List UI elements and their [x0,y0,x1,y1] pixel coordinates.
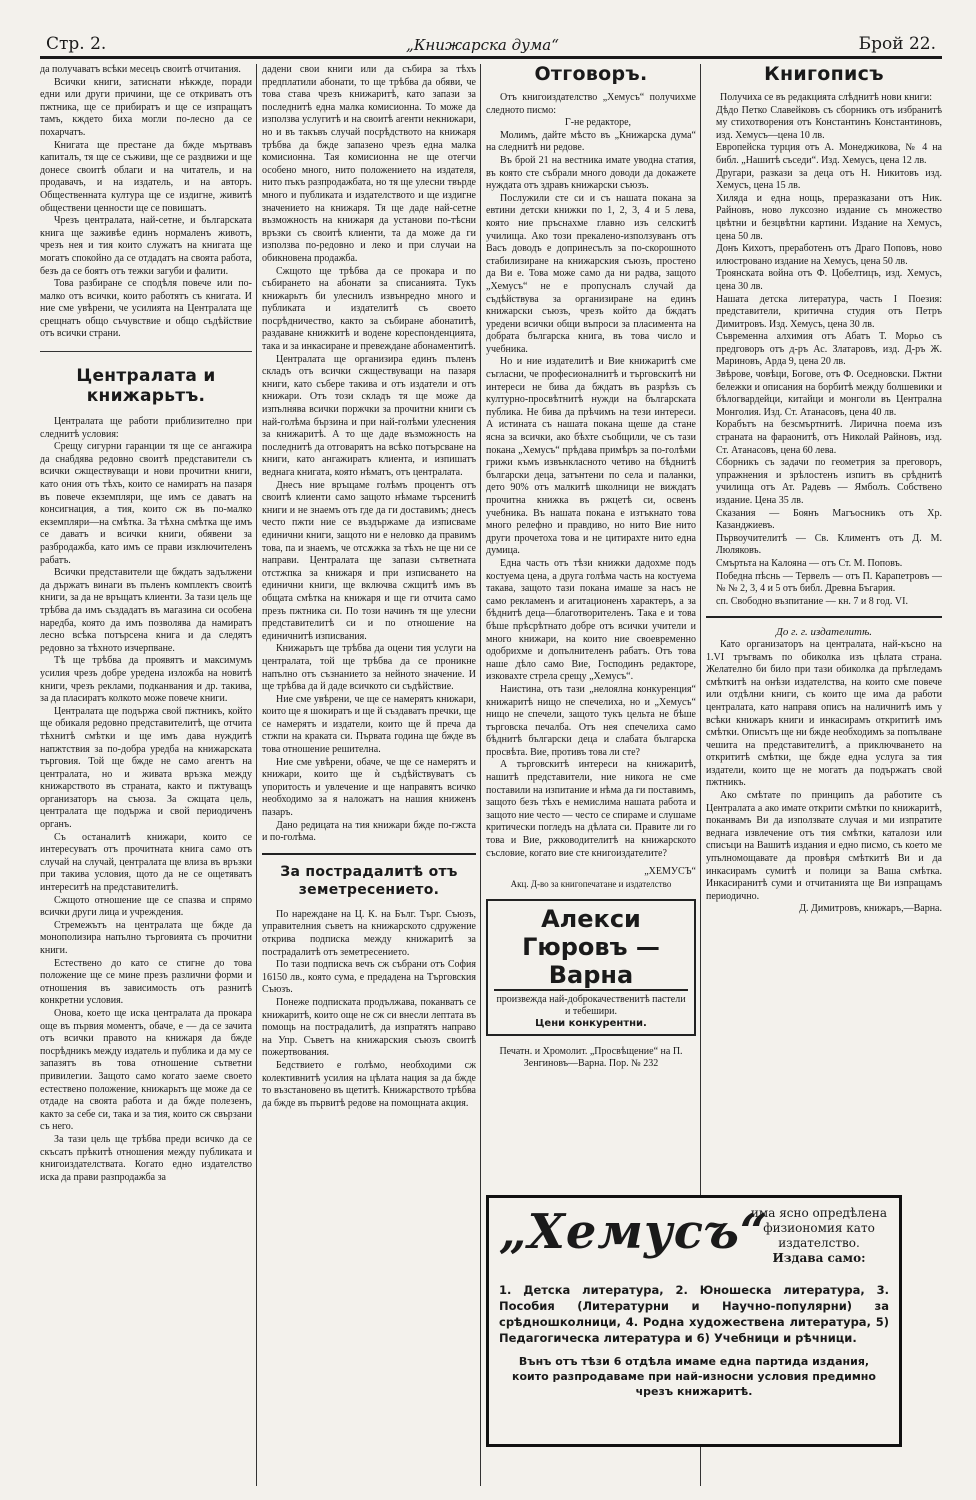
book-entry: Сборникъ съ задачи по геометрия за преговоръ, упражнения и зрѣлостенъ изпитъ въ срѣднитѣ училища отъ Ат. Радевъ — Ямболъ. Собствено издание. Цена 35 лв. [716,457,942,506]
book-entry: Съвременна алхимия отъ Абатъ Т. Морьо съ предговоръ отъ д-ръ Ас. Златаровъ, изд. Д-ръ Ж. Мариновъ, Арда 9, цена 20 лв. [716,331,942,368]
newspaper-title: „Книжарска дума“ [406,36,559,54]
hemus-logo: „Хемусъ“ [499,1204,769,1260]
advertisement-hemus [486,1195,902,1447]
book-entry: Корабътъ на безсмъртнитѣ. Лирична поема изъ страната на фараонитѣ, отъ Николай Райновъ, изд. Ст. Атанасовъ, цена 60 лева. [716,419,942,456]
ad-intro-text: има ясно опредѣлена физиономия като издателство. [750,1206,888,1250]
book-entry: сп. Свободно възпитание — кн. 7 и 8 год. VI. [716,595,908,607]
paragraph: Дано редицата на тия книжари бжде по-гжста и по-голѣма. [262,819,476,844]
book-entry: Смъртьта на Калояна — отъ Ст. М. Поповъ. [716,557,903,569]
paragraph: Една часть отъ тѣзи книжки дадохме подъ костуема цена, а друга голѣма часть на костуема такава, защото тази покана имаше за насъ не само рекламенъ и агитационенъ характеръ, а за бѣднитѣ деца—благотворителенъ. Така е и това бѣше прѣсрѣтнато добре отъ всички учители и много книжари, на които ние своевременно одобрихме и допълнителенъ рабатъ. Отъ това наше дѣло само Вие, Господинъ редакторе, изковахте стрела срещу „Хемусъ“. [486,557,696,683]
book-entry: Първоучителитѣ — Св. Климентъ отъ Д. М. Люляковъ. [716,532,942,557]
paragraph: Въ брой 21 на вестника имате уводна статия, въ която сте събрали много доводи да докажете нуждата отъ здравъ книжарски съюзъ. [486,154,696,192]
paragraph: Като организаторъ на централата, най-късно на 1.VI тръгвамъ по обиколка изъ цѣлата страна. Желателно би било при тази обиколка да прѣгледамъ смѣткитѣ на онѣзи издателства, на които сме повече или отдѣлни книги, съ които ще има да работи централата, като направя описъ на наличнитѣ имъ у всѣки книжаръ книги и инкасирамъ открититѣ имъ смѣтки. Описътъ ще ни бжде необходимъ за попълване чешита на представителитѣ, а приключването на открититѣ смѣтки, ще бжде една услуга за тия издатели, които ще не могатъ да подържатъ свой пжтникъ. [706,638,942,789]
book-entry: Троянската война отъ Ф. Цобелтицъ, изд. Хемусъ, цена 30 лв. [716,268,942,292]
paragraph: Това разбиране се сподѣля повече или по-малко отъ всички, които работятъ съ книгата. И ние сме увѣрени, че усилията на Централата ще срещнатъ общо съчувствие и общо съдѣйствие отъ всички страни. [40,278,252,340]
divider [262,853,476,855]
book-entry: Нашата детска литература, часть I Поезия: представители, критична студия отъ Петръ Димитровъ. Изд. Хемусъ, цена 30 лв. [716,293,942,330]
ad-text: произвежда най-доброкачественитѣ пастели и тебешири. [496,993,686,1017]
paragraph: Всички книги, затиснати нѣкжде, поради едни или други причини, ще се откриватъ отъ пжтника, ще се прибиратъ и ще се изпращатъ тамъ, кждето биха могли по-лесно да се похарчатъ. [40,76,252,138]
paragraph: А търговскитѣ интереси на книжаритѣ, нашитѣ представители, ние никога не сме поставили на изпитание и нѣма да ги поставимъ, защото безъ тѣхъ е немислима нашата работа и защото ние често — често се спираме и слушаме критически погледъ на дѣлата си. Правите ли го това и Вие, ржководителитѣ на книжарското съсловие, когато вие сте книгоиздателите? [486,759,696,859]
ad-title: Алекси Гюровъ — Варна [494,905,688,991]
printer-imprint: Печатн. и Хромолит. „Просвѣщение“ на П. Зенгиновъ—Варна. Пор. № 232 [499,1045,683,1069]
paragraph: Тѣ ще трѣбва да проявятъ и максимумъ усилия чрезъ добре уредена изложба на новитѣ книги, чрезъ реклами, подканвания и др. такива, за да пласиратъ колкото може повече книги. [40,655,252,705]
article-heading-reply: Отговоръ. [534,64,648,85]
book-entry: Победна пѣснь — Тервелъ — отъ П. Карапетровъ — № № 2, 3, 4 и 5 отъ библ. Древна Бъгария. [716,570,942,595]
paragraph: Получиха се въ редакцията слѣднитѣ нови книги: [720,92,933,103]
book-entry: Хиляда и една нощь, преразказани отъ Ник. Райновъ, ново луксозно издание съ множество цвѣтни и безцвѣтни картини. Издание на Хемусъ, цена 50 лв. [716,192,942,242]
paragraph: Всички представители ще бждатъ задължени да държатъ винаги въ пъленъ комплектъ своитѣ книги, за да не връщатъ клиенти. За тази цель ще трѣбва да имъ създадатъ въ магазина си особена наредба, която да имъ позволява да намиратъ лесно всѣка потърсена книга и да следятъ редовно за тѣхното изчерпване. [40,567,252,654]
advertisement-gyurov [486,899,696,1036]
book-list [706,105,942,609]
paragraph: Естествено до като се стигне до това положение ще се мине презъ различни форми и отношения въ зависимость отъ разнитѣ конкретни условия. [40,957,252,1007]
column-2 [262,64,476,1486]
page-header [40,26,942,59]
paragraph: По тази подписка вечъ сж събрани отъ София 16150 лв., която сума, е предадена на Търговския Съюзъ. [262,959,476,996]
page-number: Стр. 2. [46,34,107,54]
article-heading-earthquake: За пострадалитѣ отъ земетресението. [280,863,458,898]
paragraph: Наистина, отъ тази „нелоялна конкуренция“ книжаритѣ нищо не спечелиха, но и „Хемусъ“ нищо не спечели, защото тукъ цельта не бѣше търговска печалба. Отъ нея спечелиха само бѣднитѣ български деца и слабата българска просвѣта. Вие, противъ това ли сте? [486,683,696,758]
signature-subtitle: Акц. Д-во за книгопечатане и издателство [510,878,672,889]
issue-number: Брой 22. [858,34,936,54]
paragraph: Срещу сигурни гаранции тя ще се ангажира да снабдява редовно своитѣ представители съ всички сжществуващи и нови прочитни книги, като ония отъ тѣхъ, които се намиратъ на пазаря въ повече екземпляри, ще имъ се даватъ на консигнация, а тия, които сж въ по-малко екземпляри—на смѣтка. За тѣхна смѣтка ще имъ се даватъ и всички книги, обявени за разбродажба, като имъ се прави изключителенъ рабатъ. [40,441,252,566]
paragraph: Молимъ, дайте мѣсто въ „Книжарска дума“ на следнитѣ ни редове. [486,129,696,154]
paragraph: Днесъ ние връщаме голѣмъ процентъ отъ своитѣ клиенти само защото нѣмаме търсенитѣ книги и не знаемъ отъ где да ги доставимъ; днесъ често пжти ние се въздържаме да изписваме единични книги, защото ни е неловко да правимъ това, па и знаемъ, че отсѫжка за тѣхъ не ще ни се направи. Централата ще запази сътветната отстжпка за книжаря и при изписването на единични книги, ще включва сжщитѣ имъ въ общата смѣтка на книжаря и ще ги отчита само презъ пжтника си. По този начинъ тя ще улесни представителитѣ си и по отношение на единичнитѣ изписвания. [262,479,476,642]
paragraph: Централата ще работи приблизително при следнитѣ условия: [40,416,252,440]
ad-intro [749,1206,889,1266]
paragraph: Но и ние издателитѣ и Вие книжаритѣ сме съгласни, че професионалнитѣ и търговскитѣ ни интереси не бива да бждатъ въ разрѣзъ съ културно-просвѣтнитѣ нужди на българската публика. Не бива да прѣчимъ на тези интереси. А истината съ нашата покана щеше да стане ясна за всички, ако бѣхте съобщили, че съ тази покана „Хемусъ“ прѣдава примѣръ за по-голѣми грижи къмъ извънкласното четиво на бѣднитѣ български деца, затънтени по села и паланки, дето 90% отъ малкитѣ школници не виждатъ прочитна книжка въ ржцетѣ си, освенъ учебника. Въ нашата покана е изтъкнато това много релефно и правдиво, но нито Вие нито други прочетоха това и не цитирахте нито една думица. [486,356,696,557]
ad-prices: Цени конкурентни. [535,1017,647,1029]
paragraph: Онова, което ще иска централата да прокара още въ първия моментъ, обаче, е — да се зачита отъ всички правото на книжаря да бжде посрѣдникъ между издатель и публика и да му се запазятъ въ това отношение сътветни привилегии. Защото само когато заеме своето естествено положение, книжарьтъ ще може да се отдаде на своята работа и да бжде полезенъ, както за себе си, така и за тия, които сж свързани съ него. [40,1007,252,1133]
book-entry: Европейска турция отъ А. Монеджикова, № 4 на библ. „Нашитѣ съседи“. Изд. Хемусъ, цена 12 лв. [716,142,942,166]
paragraph: Чрезъ централата, най-сетне, и българската книга ще заживѣе единъ нормаленъ животъ, чрезъ нея и тия които служатъ на книгата ще могатъ спокойно да се отдадатъ на своята работа, безъ да се боятъ отъ тежки загуби и фалити. [40,215,252,277]
paragraph: По нареждане на Ц. К. на Бълг. Търг. Съюзъ, управителния съветъ на книжарското сдружение открива подписка между книжаритѣ за пострадалитѣ отъ земетресението. [262,908,476,958]
signature: Д. Димитровъ, книжаръ,—Варна. [799,903,942,915]
ad-footer: Вънъ отъ тѣзи 6 отдѣла имаме една партида издания, които разпродаваме при най-износни условия предимно чрезъ книжаритѣ. [512,1355,876,1398]
paragraph: Книжарьтъ ще трѣбва да оцени тия услуги на централата, той ще трѣбва да се проникне напълно отъ съзнанието за нейното значение. И ще трѣбва да й даде всичкото си съдѣйствие. [262,643,476,693]
book-entry: Сказания — Боянъ Магъосникъ отъ Хр. Казанджиевъ. [716,507,942,532]
article-heading-centralata: Централата и книжарьтъ. [76,366,216,407]
paragraph: Стремежътъ на централата ще бжде да монополизира напълно търговията съ прочитни книги. [40,919,252,956]
paragraph: Послужили сте си и съ нашата покана за евтини детски книжки по 1, 2, 3, 4 и 5 лева, която ние пръснахме главно изъ селскитѣ училища. Ако този прекалено-използуванъ отъ Васъ доводъ е допринесълъ за по-скорошното стабилизиране на книжарския съюзъ, простено да Ви е. Това може само да ни радва, защото „Хемусъ“ не е пропусналъ случай да съдѣйствува за организиране на единъ книжарски съюзъ, чрезъ който да бждатъ уредени всички общи въпроси за пласимента на добрата българска книга, въ това число и учебника. [486,192,696,355]
signature-name: „ХЕМУСЪ“ [644,866,696,878]
paragraph: Съ останалитѣ книжари, които се интересуватъ отъ прочитната книга само отъ случай на случай, централата ще влиза въ връзки при такива условия, щото да не се ощетяватъ интереситѣ на представителитѣ. [40,831,252,894]
column-divider [256,64,257,1486]
paragraph: За тази цель ще трѣбва преди всичко да се скъсатъ прѣкитѣ отношения между публиката и книгоиздателствата. Когато едно издателство иска да прави разпродажба за [40,1133,252,1183]
paragraph: Ако смѣтате по принципъ да работите съ Централата а ако имате открити смѣтки по книжаритѣ, поканвамъ Ви да използвате случая и ми изпратите веднага извлечение отъ тия смѣтки, каталози или списъци на Вашитѣ издания и едно писмо, съ което ме упълномощавате да провѣря смѣткитѣ Ви и да инкасирамъ сумитѣ и полици за Ваша смѣтка. Инкасиранитѣ суми и отчитанията ще Ви изпращамъ периодично. [706,790,942,902]
ad-intro-label: Издава само: [772,1251,866,1265]
paragraph: Централата ще подържа свой пжтникъ, който ще обикаля редовно представителитѣ, ще отчита тѣхнитѣ смѣтки и ще имъ дава нуждитѣ напжтствия за по-добра уредба на книжарската търговия. Той ще бжде не само агентъ на централата, но и живата връзка между книжарството въ страната, както и пжтуващъ организаторъ на съюза. За сжщата цель, централата ще подържа и свой периодиченъ органъ. [40,705,252,831]
paragraph: Отъ книгоиздателство „Хемусъ“ получихме следното писмо: [486,92,696,116]
signature [486,866,696,889]
paragraph: Бедствието е голѣмо, необходими сж колективнитѣ усилия на цѣлата нация за да бжде то възстановено въ щетитѣ. Книжарството трѣбва да бжде въ първитѣ редове на помощната акция. [262,1059,476,1109]
paragraph: да получаватъ всѣки месецъ своитѣ отчитания. [40,64,241,75]
paragraph: Ние сме увѣрени, обаче, че ще се намерятъ и книжари, които ще ѝ съдѣйствуватъ съ упоритость и увлечение и ще направятъ всичко необходимо за я наложатъ на нашия книженъ пазаръ. [262,756,476,819]
book-entry: Дѣдо Петко Славейковъ съ сборникъ отъ избранитѣ му стихотворения отъ Константинъ Константиновъ, изд. Хемусъ—цена 10 лв. [716,104,942,141]
article-heading-publishers: До г. г. издателитѣ. [775,626,873,639]
article-heading-books: Книгописъ [764,64,884,85]
divider [706,616,942,618]
column-1 [40,64,252,1486]
paragraph: Ние сме увѣрени, че ще се намерятъ книжари, които ще я шокиратъ и ще й създаватъ пречки, ще се намерятъ и издатели, които ще й преча да стжпи на краката си. Първата година ще бжде въ това отношение решителна. [262,693,476,756]
book-entry: Звѣрове, човѣци, Богове, отъ Ф. Оседновски. Пжтни бележки и описания на борбитѣ между болшевики и бѣлогвардейци, китайци и монголи въ Централна Монголия. Изд. Ст. Атанасовъ, цена 40 лв. [716,369,942,418]
divider [40,351,252,352]
paragraph: Сжщото ще трѣбва да се прокара и по събирането на абонати за списанията. Тукъ книжарьтъ би улеснилъ извънредно много и публиката и издателитѣ съ своето посрѣдничество, както за събиране абонатитѣ, раздаване книжкитѣ и водене кореспонденцията, така и за инкасиране и превеждане абонаментитѣ. [262,265,476,353]
paragraph: Сжщото отношение ще се спазва и спрямо всички други лица и учреждения. [40,894,252,919]
salutation: Г-не редакторе, [564,117,632,129]
book-entry: Донъ Кихотъ, преработенъ отъ Драго Поповъ, ново илюстровано издание на Хемусъ, цена 50 лв. [716,243,942,267]
ad-categories: 1. Детска литература, 2. Юношеска литература, 3. Пособия (Литературни и Научно-популярни) за срѣдношколници, 4. Родна художествена литература, 5) Педагогическа литература и 6) Учебници и рѣчници. [499,1283,889,1345]
book-entry: Другари, разкази за деца отъ Н. Никитовъ изд. Хемусъ, цена 15 лв. [716,167,942,192]
paragraph: Централата ще организира единъ пъленъ складъ отъ всички сжществуващи на пазаря книги, като събере такива и отъ издатели и отъ книжари. Отъ този складъ тя ще може да изпълнява всички поржчки за прочитни книги съ най-голѣма бързина и при най-голѣми улеснения за книжаритѣ. А то ще даде възможность на последнитѣ да отговарятъ на всѣко потърсване на книги, като ангажиратъ клиента, и изпишатъ веднага книгата, която нѣматъ, отъ централата. [262,353,476,478]
column-divider [480,64,481,1486]
paragraph: дадени свои книги или да събира за тѣхъ предплатили абонати, то ще трѣбва да обяви, че това става чрезъ книжаритѣ, като запази за последнитѣ една малка комисионна. То може да използва услугитѣ и на своитѣ агенти некнижари, но и въ такъвъ случай посрѣдството на книжаря трѣбва да бжде запазено чрезъ една малка комисионна. Тая комисионна не ще отегчи особено много, нито положението на издателя, нито пъкъ разпродажбата, но тя ще улесни твърде много и публиката и издателството и ще издигне значението на книжаря. Тя ще даде най-сетне възможность на книжаря да установи по-тѣсни връзки съ своитѣ клиенти, та да може да ги използва по-редовно и леко и при случаи на обикновена продажба. [262,64,476,264]
paragraph: Книгата ще престане да бжде мъртвавъ капиталъ, тя ще се съживи, ще се раздвижи и ще донесе своитѣ облаги и на читатель, и на продавачъ, и на издатель, и на авторъ. Общественната култура ще се издигне, живитѣ обществени ценности ще се повишатъ. [40,139,252,214]
paragraph: Понеже подписката продължава, поканватъ се книжаритѣ, които още не сж си внесли лептата въ помощь на пострадалитѣ, да изпратятъ направо на Упр. Съветъ на книжарския съюзъ своитѣ пожертвования. [262,996,476,1059]
